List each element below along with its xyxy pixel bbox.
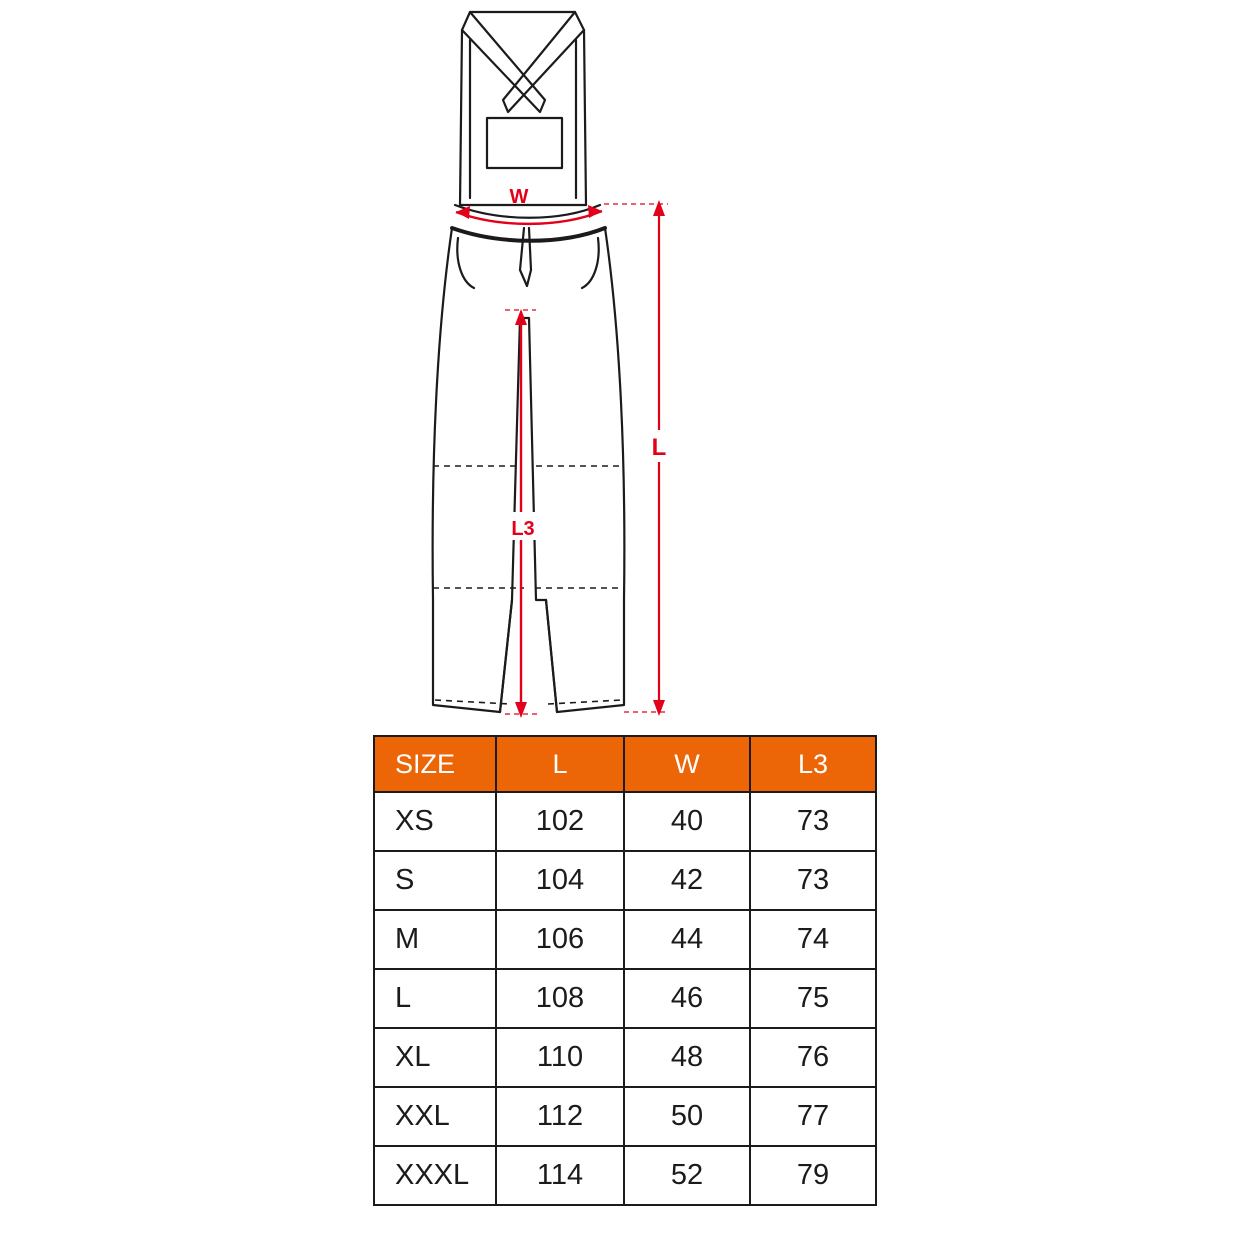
cell-size: L (374, 969, 496, 1028)
cell-size: XL (374, 1028, 496, 1087)
cell-w: 52 (624, 1146, 750, 1205)
overalls-outline (433, 12, 625, 712)
table-row (374, 1028, 876, 1087)
column-header-l3: L3 (750, 736, 876, 792)
cell-size: XXXL (374, 1146, 496, 1205)
cell-l: 110 (496, 1028, 624, 1087)
cell-w: 44 (624, 910, 750, 969)
table-row (374, 969, 876, 1028)
column-header-size: SIZE (374, 736, 496, 792)
cell-size: S (374, 851, 496, 910)
dimension-l (604, 200, 678, 716)
dimension-label-l3: L3 (511, 518, 535, 540)
size-table-head (374, 736, 876, 792)
cell-l3: 76 (750, 1028, 876, 1087)
size-table-container (373, 735, 875, 1206)
cell-w: 46 (624, 969, 750, 1028)
cell-w: 50 (624, 1087, 750, 1146)
column-header-l: L (496, 736, 624, 792)
cell-l3: 75 (750, 969, 876, 1028)
cell-w: 48 (624, 1028, 750, 1087)
cell-l3: 79 (750, 1146, 876, 1205)
cell-l: 112 (496, 1087, 624, 1146)
dimension-label-l: L (651, 434, 667, 461)
cell-l3: 73 (750, 792, 876, 851)
table-row (374, 1087, 876, 1146)
dimension-label-w: W (509, 186, 529, 208)
cell-l3: 77 (750, 1087, 876, 1146)
cell-w: 40 (624, 792, 750, 851)
size-table-body (374, 792, 876, 1205)
cell-size: M (374, 910, 496, 969)
table-header-row (374, 736, 876, 792)
cell-l: 108 (496, 969, 624, 1028)
cell-l3: 73 (750, 851, 876, 910)
table-row (374, 792, 876, 851)
column-header-w: W (624, 736, 750, 792)
table-row (374, 1146, 876, 1205)
cell-l: 102 (496, 792, 624, 851)
cell-l3: 74 (750, 910, 876, 969)
table-row (374, 910, 876, 969)
table-row (374, 851, 876, 910)
cell-size: XS (374, 792, 496, 851)
seam-lines (433, 466, 624, 704)
size-table (373, 735, 877, 1206)
cell-l: 104 (496, 851, 624, 910)
cell-w: 42 (624, 851, 750, 910)
dimension-l3 (505, 309, 540, 718)
cell-size: XXL (374, 1087, 496, 1146)
cell-l: 114 (496, 1146, 624, 1205)
cell-l: 106 (496, 910, 624, 969)
